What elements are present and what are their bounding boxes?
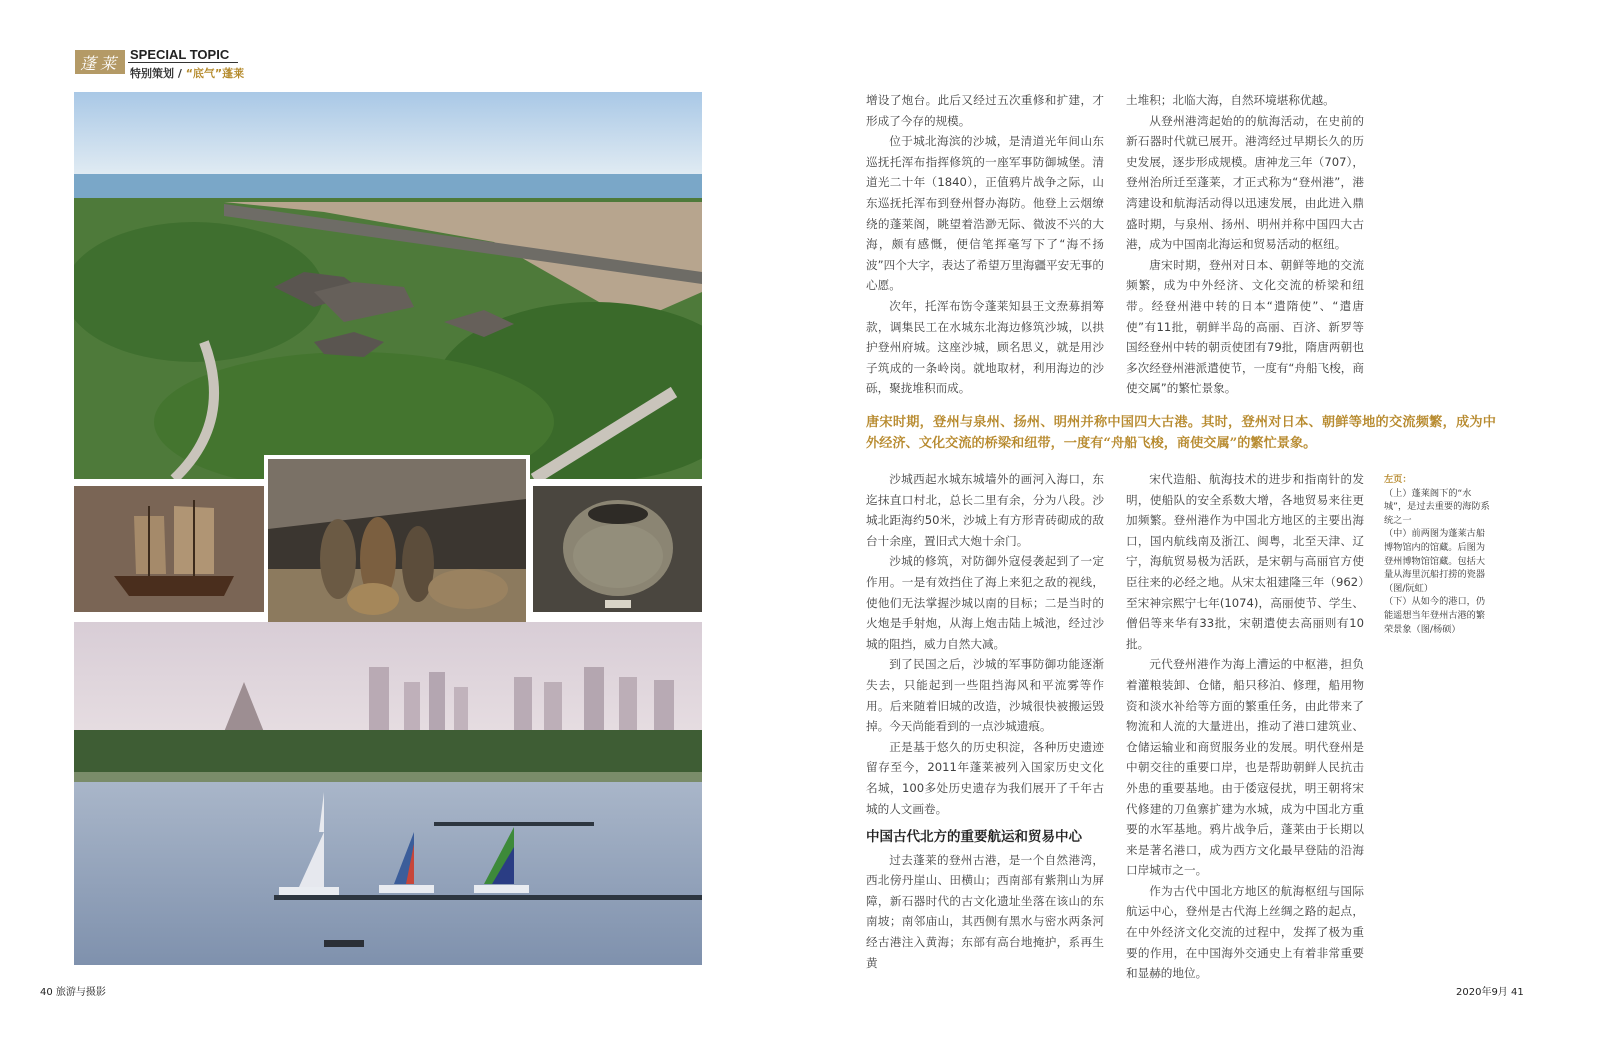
paragraph: 到了民国之后，沙城的军事防御功能逐渐失去，只能起到一些阻挡海风和平流雾等作用。后来随着旧城的改造，沙城很快被搬运毁掉。今天尚能看到的一点沙城遗痕。 xyxy=(866,657,1104,734)
paragraph: 沙城西起水城东城墙外的画河入海口，东迄抹直口村北，总长二里有余，分为八段。沙城北距海约50米，沙城上有方形青砖砌成的敌台十余座，置旧式大炮十余门。 xyxy=(866,472,1104,548)
paragraph: 次年，托浑布饬令蓬莱知县王文焘募捐筹款，调集民工在水城东北海边修筑沙城，以拱护登州府城。这座沙城，顾名思义，就是用沙子筑成的一条岭岗。就地取材，利用海边的沙砾，聚拢堆积而成。 xyxy=(866,298,1104,396)
paragraph: 正是基于悠久的历史积淀，各种历史遗迹留存至今，2011年蓬莱被列入国家历史文化名城，100多处历史遗存为我们展开了千年古城的人文画卷。 xyxy=(866,739,1104,816)
paragraph: 位于城北海滨的沙城，是清道光年间山东巡抚托浑布指挥修筑的一座军事防御城堡。清道光二十年（1840），正值鸦片战争之际，山东巡抚托浑布到登州督办海防。他登上云烟缭绕的蓬莱阁，眺望着浩渺无际、微波不兴的大海，颇有感慨，便信笔挥毫写下了“海不扬波”四个大字，表达了希望万里海疆平安无事的心愿。 xyxy=(866,134,1104,293)
section-heading: 中国古代北方的重要航运和贸易中心 xyxy=(866,829,1082,846)
topic-subtitle xyxy=(130,65,244,81)
photo-museum-diorama xyxy=(268,459,526,635)
photo-aerial-water-city xyxy=(74,92,702,479)
paragraph: 土堆积；北临大海，自然环境堪称优越。 xyxy=(1126,93,1335,107)
footer-left-folio: 40 旅游与摄影 xyxy=(40,987,106,998)
caption-item: （中）前两图为蓬莱古船博物馆内的馆藏。后图为登州博物馆馆藏。包括大量从海里沉船打捞的瓷器（图/阮虹） xyxy=(1384,528,1486,594)
header-rule xyxy=(128,62,238,63)
caption-item: （下）从如今的港口，仍能遥想当年登州古港的繁荣景象（图/杨硕） xyxy=(1384,596,1486,635)
text-col2-top xyxy=(1126,90,1364,399)
special-topic-label: SPECIAL TOPIC xyxy=(130,47,230,62)
section-logo xyxy=(75,50,125,74)
topic-subtitle-highlight: “底气”蓬莱 xyxy=(185,67,245,80)
logo-text: 蓬莱 xyxy=(79,53,120,73)
footer-right-folio: 2020年9月 41 xyxy=(1456,987,1524,998)
paragraph: 作为古代中国北方地区的航海枢纽与国际航运中心，登州是古代海上丝绸之路的起点，在中外经济文化交流的过程中，发挥了极为重要的作用，在中国海外交通史上有着非常重要和显赫的地位。 xyxy=(1126,883,1364,981)
text-col1-bottom xyxy=(866,469,1104,973)
photo-caption xyxy=(1384,473,1492,636)
paragraph: 从登州港湾起始的的航海活动，在史前的新石器时代就已展开。港湾经过早期长久的历史发展，逐步形成规模。唐神龙三年（707），登州治所迁至蓬莱，才正式称为“登州港”，港湾建设和航海活动得以迅速发展，由此进入鼎盛时期，与泉州、扬州、明州并称中国四大古港，成为中国南北海运和贸易活动的枢纽。 xyxy=(1126,113,1364,252)
paragraph: 沙城的修筑，对防御外寇侵袭起到了一定作用。一是有效挡住了海上来犯之敌的视线，使他们无法掌握沙城以南的目标；二是当时的火炮是手射炮，从海上炮击陆上城池，经过沙城的阻挡，威力自然大减。 xyxy=(866,554,1104,651)
paragraph: 过去蓬莱的登州古港，是一个自然港湾，西北傍丹崖山、田横山；西南部有紫荆山为屏障，新石器时代的古文化遗址坐落在该山的东南坡；南邻庙山，其西侧有黑水与密水两条河经古港注入黄海；东部有高台地掩护，系再生黄 xyxy=(866,852,1104,970)
caption-title: 左页： xyxy=(1384,474,1412,485)
paragraph: 元代登州港作为海上漕运的中枢港，担负着灌粮装卸、仓储，船只移泊、修理，船用物资和淡水补给等方面的繁重任务，由此带来了物流和人流的大量进出，推动了港口建筑业、仓储运输业和商贸服务业的发展。明代登州是中朝交往的重要口岸，也是帮助朝鲜人民抗击外患的重要基地。由于倭寇侵扰，明王朝将宋代修建的刀鱼寨扩建为水城，成为中国北方重要的水军基地。鸦片战争后，蓬莱由于长期以来是著名港口，成为西方文化最早登陆的沿海口岸城市之一。 xyxy=(1126,657,1364,878)
text-col1-top xyxy=(866,90,1104,399)
photo-ceramic-jar xyxy=(533,486,702,612)
paragraph: 增设了炮台。此后又经过五次重修和扩建，才形成了今存的规模。 xyxy=(866,93,1104,128)
paragraph: 宋代造船、航海技术的进步和指南针的发明，使船队的安全系数大增，各地贸易来往更加频繁。登州港作为中国北方地区的主要出海口，国内航线南及浙江、闽粤，北至天津、辽宁，海航贸易极为活跃，是宋朝与高丽官方使臣往来的必经之地。从宋太祖建隆三年（962）至宋神宗熙宁七年(1074)，高丽使节、学生、僧侣等来华有33批，宋朝遣使去高丽则有10批。 xyxy=(1126,472,1364,651)
caption-item: （上）蓬莱阁下的“水城”，是过去重要的海防系统之一 xyxy=(1384,487,1490,526)
text-col2-bottom xyxy=(1126,469,1364,984)
paragraph: 唐宋时期，登州对日本、朝鲜等地的交流频繁，成为中外经济、文化交流的桥梁和纽带。经登州港中转的日本“遣隋使”、“遣唐使”有11批，朝鲜半岛的高丽、百济、新罗等国经登州中转的朝贡使团有79批，隋唐两朝也多次经登州港派遣使节，一度有“舟船飞梭，商使交属”的繁忙景象。 xyxy=(1126,257,1364,396)
photo-harbor-sailboats xyxy=(74,622,702,965)
pull-quote: 唐宋时期，登州与泉州、扬州、明州并称中国四大古港。其时，登州对日本、朝鲜等地的交流频繁，成为中外经济、文化交流的桥梁和纽带，一度有“舟船飞梭，商使交属”的繁忙景象。 xyxy=(866,415,1496,451)
photo-museum-ship-model xyxy=(74,486,264,612)
topic-subtitle-prefix: 特别策划 / xyxy=(130,67,186,80)
